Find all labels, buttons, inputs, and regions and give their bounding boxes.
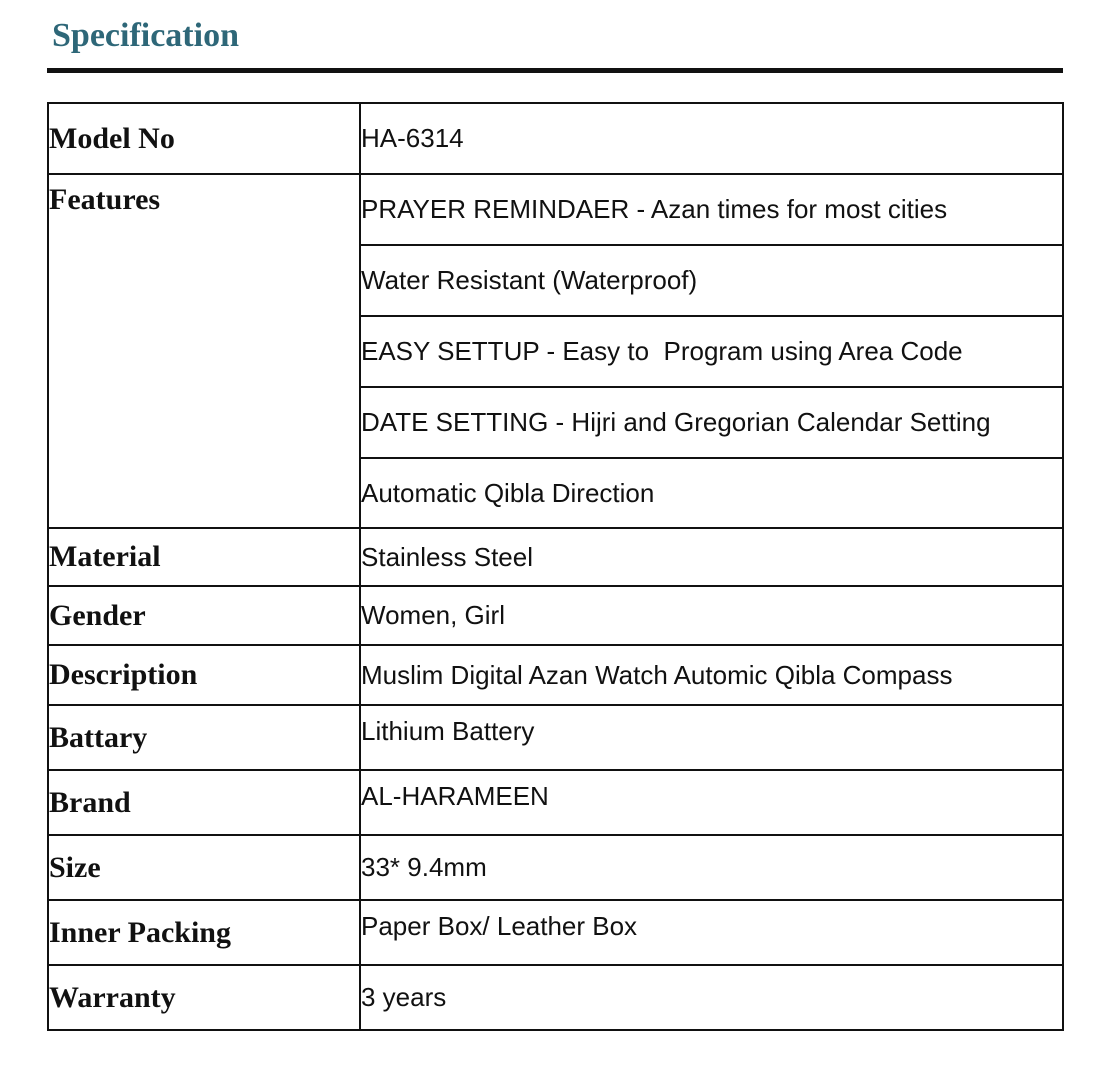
row-label: Model No <box>48 103 360 174</box>
page-title: Specification <box>52 17 239 54</box>
table-row-material <box>48 528 1063 586</box>
table-row-warranty <box>48 965 1063 1030</box>
row-value: Stainless Steel <box>360 528 1063 586</box>
row-label: Features <box>48 174 360 528</box>
row-value: Muslim Digital Azan Watch Automic Qibla Compass <box>360 645 1063 705</box>
table-row-inner-packing <box>48 900 1063 965</box>
row-label: Warranty <box>48 965 360 1030</box>
table-row-features <box>48 174 1063 245</box>
table-row-size <box>48 835 1063 900</box>
row-value: Automatic Qibla Direction <box>360 458 1063 528</box>
table-row-gender <box>48 586 1063 645</box>
row-value: Water Resistant (Waterproof) <box>360 245 1063 316</box>
row-label: Gender <box>48 586 360 645</box>
row-value: EASY SETTUP - Easy to Program using Area Code <box>360 316 1063 387</box>
row-value: 33* 9.4mm <box>360 835 1063 900</box>
row-value: DATE SETTING - Hijri and Gregorian Calendar Setting <box>360 387 1063 458</box>
row-label: Brand <box>48 770 360 835</box>
row-label: Size <box>48 835 360 900</box>
row-label: Material <box>48 528 360 586</box>
row-value: HA-6314 <box>360 103 1063 174</box>
table-row-brand <box>48 770 1063 835</box>
specification-table <box>47 102 1064 1031</box>
row-value: PRAYER REMINDAER - Azan times for most cities <box>360 174 1063 245</box>
table-row-description <box>48 645 1063 705</box>
row-label: Description <box>48 645 360 705</box>
row-label: Inner Packing <box>48 900 360 965</box>
table-row-model-no <box>48 103 1063 174</box>
table-row-battary <box>48 705 1063 770</box>
title-underline <box>47 68 1063 73</box>
row-value: Lithium Battery <box>360 705 1063 770</box>
row-label: Battary <box>48 705 360 770</box>
row-value: AL-HARAMEEN <box>360 770 1063 835</box>
row-value: Women, Girl <box>360 586 1063 645</box>
row-value: Paper Box/ Leather Box <box>360 900 1063 965</box>
row-value: 3 years <box>360 965 1063 1030</box>
